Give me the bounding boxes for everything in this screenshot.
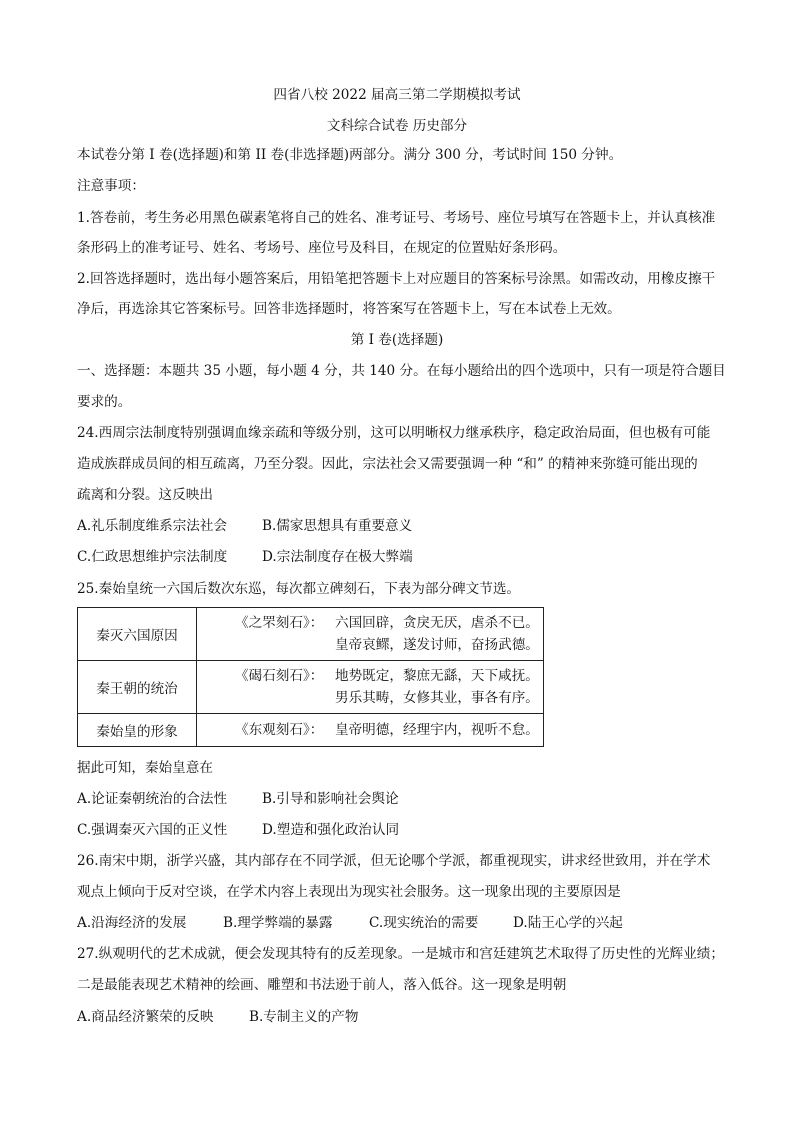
q25-option-c[interactable]: C.强调秦灭六国的正义性 [77,822,228,838]
inscription-source: 《碣石刻石》： [235,668,324,684]
table-content-cell [197,608,544,661]
q25-option-b[interactable]: B.引导和影响社会舆论 [262,791,399,807]
inscription-source: 《之罘刻石》： [235,615,324,631]
q27-options-row [77,1008,358,1026]
table-content-cell [197,714,544,747]
q24-stem-line-3: 疏离和分裂。这反映出 [77,487,213,503]
q24-option-b[interactable]: B.儒家思想具有重要意义 [262,518,413,534]
note-1-line-1: 1.答卷前，考生务必用黑色碳素笔将自己的姓名、准考证号、考场号、座位号填写在答题卡上，并认真核准 [77,210,716,226]
q25-option-a[interactable]: A.论证秦朝统治的合法性 [77,791,228,807]
q25-options-row-2 [77,821,399,839]
q24-options-row-1 [77,517,412,535]
q27-option-b[interactable]: B.专制主义的产物 [249,1009,359,1025]
note-1-line-2: 条形码上的准考证号、姓名、考场号、座位号及科目，在规定的位置贴好条形码。 [77,240,567,256]
notes-heading: 注意事项： [77,178,145,194]
table-content-cell [197,661,544,714]
q26-option-b[interactable]: B.理学弊端的暴露 [223,915,333,931]
note-2-line-1: 2.回答选择题时，选出每小题答案后，用铅笔把答题卡上对应题目的答案标号涂黑。如需改动，用橡皮擦干 [77,271,716,287]
q24-option-d[interactable]: D.宗法制度存在极大弊端 [262,549,413,565]
q25-options-row-1 [77,790,399,808]
q26-stem-line-2: 观点上倾向于反对空谈，在学术内容上表现出为现实社会服务。这一现象出现的主要原因是 [77,884,621,900]
inscription-line: 地势既定，黎庶无繇，天下咸抚。 [335,668,539,684]
q24-option-c[interactable]: C.仁政思想维护宗法制度 [77,549,228,565]
q25-after-text: 据此可知，秦始皇意在 [77,760,213,776]
table-row [78,661,544,714]
section-intro-line-1: 一、选择题：本题共 35 小题，每小题 4 分，共 140 分。在每小题给出的四个选项中，只有一项是符合题目 [77,363,726,379]
inscription-line: 皇帝明德，经理宇内，视听不怠。 [335,722,539,738]
note-2-line-2: 净后，再选涂其它答案标号。回答非选择题时，将答案写在答题卡上，写在本试卷上无效。 [77,301,621,317]
q27-stem-line-1: 27.纵观明代的艺术成就，便会发现其特有的反差现象。一是城市和宫廷建筑艺术取得了历史性的光辉业绩； [77,946,724,962]
q26-options-row [77,914,623,932]
q27-option-a[interactable]: A.商品经济繁荣的反映 [77,1009,214,1025]
section-intro-line-2: 要求的。 [77,394,132,410]
table-topic-cell: 秦王朝的统治 [78,661,197,714]
q26-option-d[interactable]: D.陆王心学的兴起 [513,915,623,931]
q24-option-a[interactable]: A.礼乐制度维系宗法社会 [77,518,228,534]
table-row [78,714,544,747]
q24-options-row-2 [77,548,413,566]
inscription-line: 六国回辟，贪戾无厌，虐杀不已。 [335,615,539,631]
q26-stem-line-1: 26.南宋中期，浙学兴盛，其内部存在不同学派，但无论哪个学派，都重视现实，讲求经世致用，并在学术 [77,853,711,869]
inscription-line: 男乐其畴，女修其业，事各有序。 [335,690,539,706]
q24-stem-line-1: 24.西周宗法制度特别强调血缘亲疏和等级分别，这可以明晰权力继承秩序，稳定政治局面，但也极有可能 [77,425,711,441]
q27-stem-line-2: 二是最能表现艺术精神的绘画、雕塑和书法逊于前人，落入低谷。这一现象是明朝 [77,977,567,993]
q25-option-d[interactable]: D.塑造和强化政治认同 [262,822,400,838]
inscription-table [77,607,544,747]
exam-subtitle: 文科综合试卷 历史部分 [326,118,468,134]
inscription-line: 皇帝哀鳏，遂发讨师，奋扬武德。 [335,637,539,653]
q26-option-a[interactable]: A.沿海经济的发展 [77,915,187,931]
section-title: 第 I 卷(选择题) [350,332,444,348]
q24-stem-line-2: 造成族群成员间的相互疏离，乃至分裂。因此，宗法社会又需要强调一种 “和” 的精神来弥缝可能出现的 [77,456,698,472]
table-row [78,608,544,661]
intro-text: 本试卷分第 I 卷(选择题)和第 II 卷(非选择题)两部分。满分 300 分，考试时间 150 分钟。 [77,147,623,163]
inscription-source: 《东观刻石》： [235,722,324,738]
table-topic-cell: 秦灭六国原因 [78,608,197,661]
q25-stem: 25.秦始皇统一六国后数次东巡，每次都立碑刻石，下表为部分碑文节选。 [77,581,521,597]
q26-option-c[interactable]: C.现实统治的需要 [369,915,479,931]
table-topic-cell: 秦始皇的形象 [78,714,197,747]
exam-title: 四省八校 2022 届高三第二学期模拟考试 [273,87,521,103]
